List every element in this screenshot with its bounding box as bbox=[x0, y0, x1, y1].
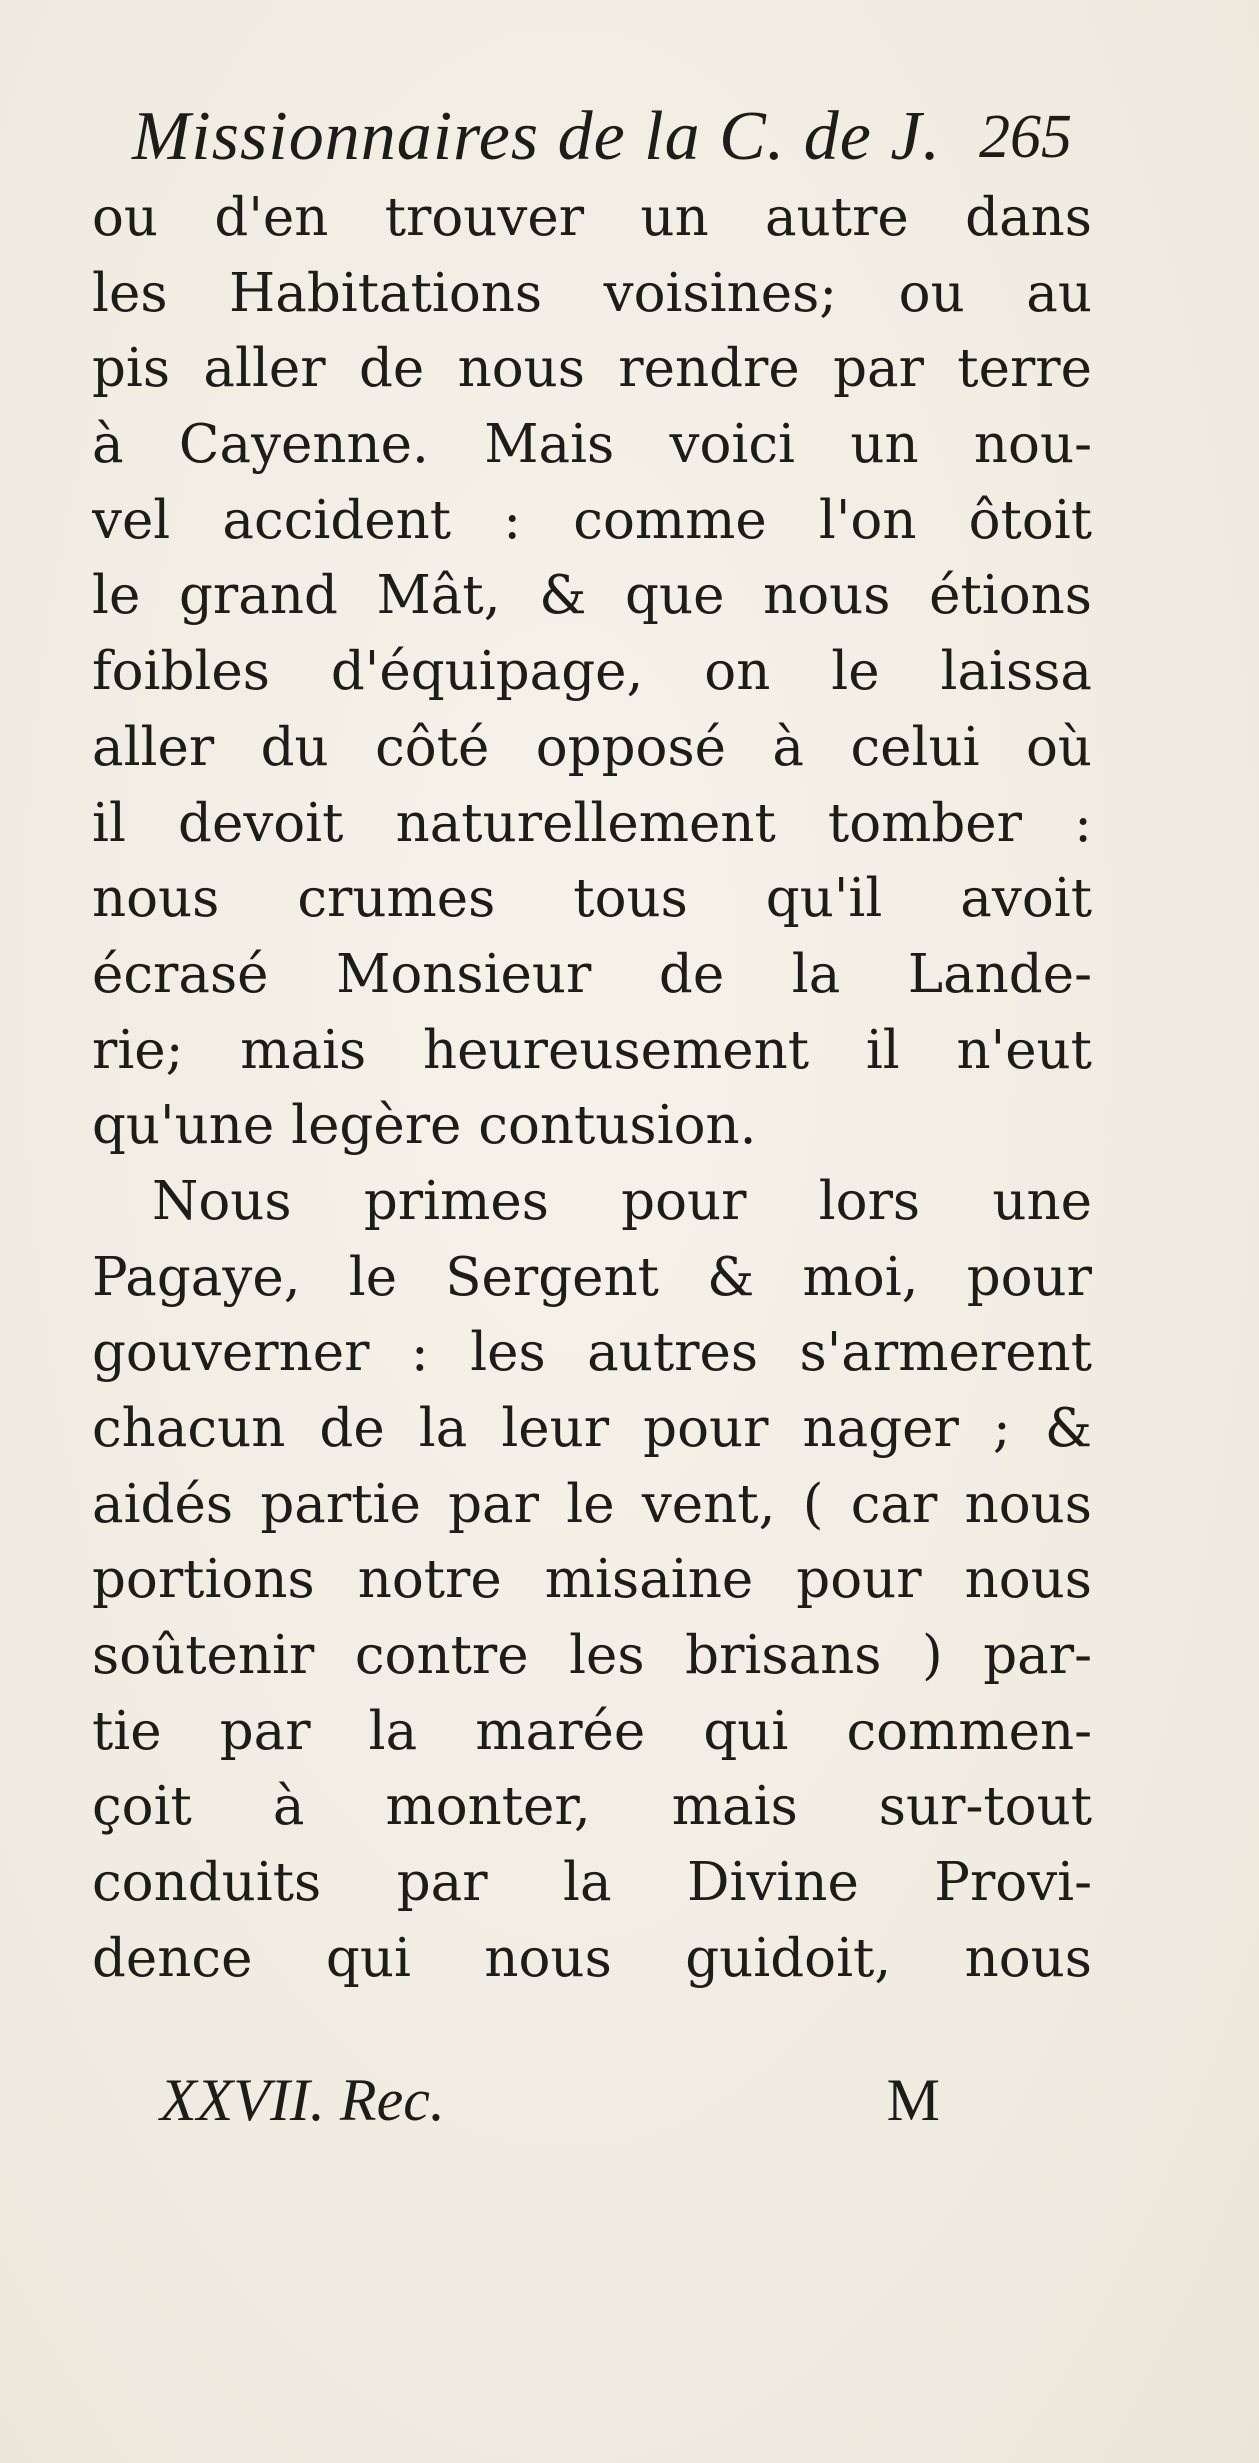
signature-letter: M bbox=[886, 2067, 940, 2133]
page-footer bbox=[160, 2060, 940, 2140]
text-line: aller du côté opposé à celui où bbox=[92, 716, 1092, 778]
text-line: écrasé Monsieur de la Lande- bbox=[92, 943, 1092, 1005]
signature-mark: XXVII. Rec. bbox=[160, 2067, 445, 2133]
text-line: il devoit naturellement tomber : bbox=[92, 792, 1092, 854]
text-line: le grand Mât, & que nous étions bbox=[92, 565, 1092, 627]
text-line: chacun de la leur pour nager ; & bbox=[92, 1398, 1092, 1459]
running-head: Missionnaires de la C. de J. bbox=[132, 98, 941, 175]
text-line: soûtenir contre les brisans ) par- bbox=[92, 1625, 1092, 1687]
text-line: pis aller de nous rendre par terre bbox=[92, 338, 1092, 400]
text-line: tie par la marée qui commen- bbox=[92, 1700, 1092, 1762]
page-header bbox=[132, 92, 1072, 182]
text-line-paragraph-end: qu'une legère contusion. bbox=[92, 1095, 757, 1157]
text-line: conduits par la Divine Provi- bbox=[92, 1852, 1092, 1914]
page-number: 265 bbox=[979, 103, 1072, 171]
body-text bbox=[92, 180, 1092, 1997]
text-line: rie; mais heureusement il n'eut bbox=[92, 1019, 1092, 1081]
text-line: à Cayenne. Mais voici un nou- bbox=[92, 414, 1092, 476]
text-line-paragraph-start: Nous primes pour lors une bbox=[152, 1170, 1092, 1232]
text-line: aidés partie par le vent, ( car nous bbox=[92, 1473, 1092, 1535]
text-line: vel accident : comme l'on ôtoit bbox=[92, 489, 1092, 551]
text-line: les Habitations voisines; ou au bbox=[92, 262, 1092, 324]
text-line: ou d'en trouver un autre dans bbox=[92, 187, 1092, 248]
text-line: foibles d'équipage, on le laissa bbox=[92, 641, 1092, 703]
text-line: Pagaye, le Sergent & moi, pour bbox=[92, 1246, 1092, 1308]
text-line: çoit à monter, mais sur-tout bbox=[92, 1776, 1092, 1838]
text-line: portions notre misaine pour nous bbox=[92, 1549, 1092, 1611]
text-line: nous crumes tous qu'il avoit bbox=[92, 868, 1092, 930]
text-line: dence qui nous guidoit, nous bbox=[92, 1927, 1092, 1989]
text-line: gouverner : les autres s'armerent bbox=[92, 1322, 1092, 1384]
